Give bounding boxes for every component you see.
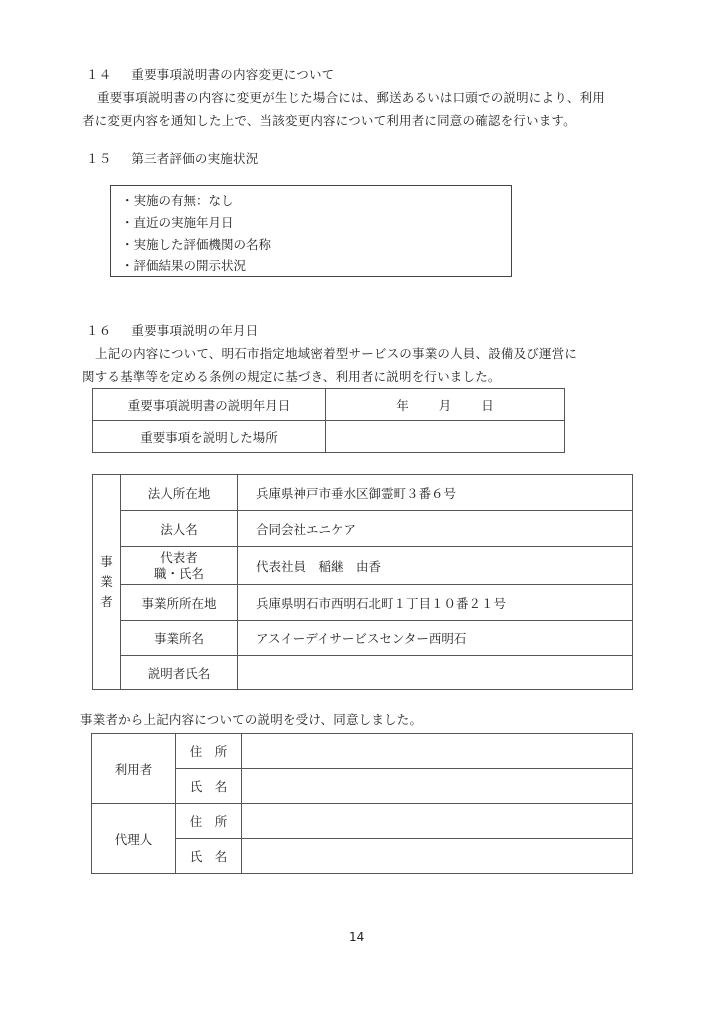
provider-side-char: 業 xyxy=(100,574,113,589)
representative-label-line-2: 職・氏名 xyxy=(153,565,204,581)
provider-table xyxy=(92,474,633,690)
user-name-field[interactable] xyxy=(242,769,633,804)
office-address-label: 事業所所在地 xyxy=(121,585,238,621)
agent-address-field[interactable] xyxy=(242,804,633,839)
section-15-number: １５ xyxy=(86,151,112,166)
section-16-title: 重要事項説明の年月日 xyxy=(131,323,259,338)
representative-label xyxy=(121,547,238,585)
representative-label-line-1: 代表者 xyxy=(160,549,198,565)
section-16-heading xyxy=(86,322,258,340)
explanation-date-label: 重要事項説明書の説明年月日 xyxy=(93,389,326,421)
corporate-name-value: 合同会社エニケア xyxy=(238,511,633,547)
agent-label: 代理人 xyxy=(92,804,176,874)
section-14-title: 重要事項説明書の内容変更について xyxy=(131,67,335,82)
explanation-place-field[interactable] xyxy=(326,421,565,453)
page-number: 14 xyxy=(349,930,365,944)
evaluation-item: ・評価結果の開示状況 xyxy=(121,258,247,273)
evaluation-item: ・直近の実施年月日 xyxy=(121,215,234,230)
consent-statement: 事業者から上記内容についての説明を受け、同意しました。 xyxy=(80,712,423,727)
section-15-title: 第三者評価の実施状況 xyxy=(131,151,259,166)
user-address-field[interactable] xyxy=(242,734,633,769)
section-14-paragraph-line-2: 者に変更内容を通知した上で、当該変更内容について利用者に同意の確認を行います。 xyxy=(82,113,576,128)
section-16-paragraph-line-1: 上記の内容について、明石市指定地域密着型サービスの事業の人員、設備及び運営に xyxy=(95,346,578,361)
agent-name-field[interactable] xyxy=(242,839,633,874)
explanation-date-table xyxy=(92,388,565,453)
section-16-paragraph-line-2: 関する基準等を定める条例の規定に基づき、利用者に説明を行いました。 xyxy=(82,369,501,384)
office-address-value: 兵庫県明石市西明石北町１丁目１０番２１号 xyxy=(238,585,633,621)
provider-side-char: 事 xyxy=(100,554,113,569)
corporate-address-label: 法人所在地 xyxy=(121,475,238,511)
corporate-address-value: 兵庫県神戸市垂水区御霊町３番６号 xyxy=(238,475,633,511)
office-name-value: アスイーデイサービスセンター西明石 xyxy=(238,621,633,656)
section-14-number: １４ xyxy=(86,67,112,82)
section-15-heading xyxy=(86,150,258,168)
section-14-paragraph-line-1: 重要事項説明書の内容に変更が生じた場合には、郵送あるいは口頭での説明により、利用 xyxy=(97,90,606,105)
month-label: 月 xyxy=(438,397,452,413)
evaluation-item: ・実施した評価機関の名称 xyxy=(121,237,272,252)
day-label: 日 xyxy=(481,397,494,413)
explainer-name-label: 説明者氏名 xyxy=(121,656,238,690)
provider-side-char: 者 xyxy=(100,594,113,609)
section-14-heading xyxy=(86,66,334,84)
section-16-number: １６ xyxy=(86,323,112,338)
representative-value: 代表社員 稲継 由香 xyxy=(238,547,633,585)
year-label: 年 xyxy=(396,397,409,413)
evaluation-item: ・実施の有無：なし xyxy=(121,193,234,208)
explanation-place-label: 重要事項を説明した場所 xyxy=(93,421,326,453)
office-name-label: 事業所名 xyxy=(121,621,238,656)
user-name-label: 氏 名 xyxy=(176,769,242,804)
third-party-evaluation-box xyxy=(110,185,512,277)
agent-address-label: 住 所 xyxy=(176,804,242,839)
agent-name-label: 氏 名 xyxy=(176,839,242,874)
provider-side-label xyxy=(93,475,121,690)
consent-table xyxy=(91,733,633,874)
explainer-name-field[interactable] xyxy=(238,656,633,690)
user-address-label: 住 所 xyxy=(176,734,242,769)
user-label: 利用者 xyxy=(92,734,176,804)
corporate-name-label: 法人名 xyxy=(121,511,238,547)
explanation-date-field[interactable] xyxy=(326,389,565,421)
